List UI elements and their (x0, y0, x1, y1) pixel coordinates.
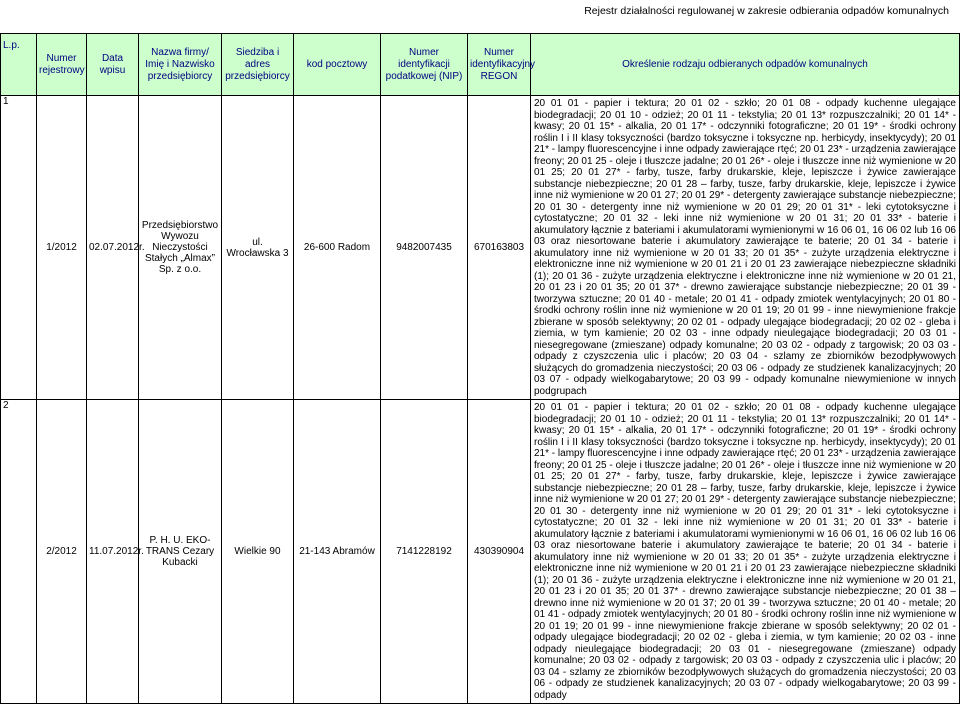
row-address: Wielkie 90 (222, 400, 294, 704)
row-regon: 430390904 (468, 400, 531, 704)
header-lp: L.p. (1, 34, 37, 96)
row-postal-code: 21-143 Abramów (294, 400, 381, 704)
row-registration-number: 2/2012 (37, 400, 87, 704)
row-regon: 670163803 (468, 96, 531, 400)
register-table (0, 33, 960, 704)
table-row (1, 400, 960, 704)
row-entry-date: 02.07.2012r. (87, 96, 139, 400)
page-header: Rejestr działalności regulowanej w zakresie odbierania odpadów komunalnych (584, 5, 949, 17)
header-row (1, 34, 960, 96)
header-company-name: Nazwa firmy/ Imię i Nazwisko przedsiębiorcy (139, 34, 222, 96)
row-registration-number: 1/2012 (37, 96, 87, 400)
row-lp: 2 (1, 400, 37, 704)
header-address: Siedziba i adres przedsiębiorcy (222, 34, 294, 96)
header-waste-description: Określenie rodzaju odbieranych odpadów komunalnych (531, 34, 960, 96)
header-nip: Numer identyfikacji podatkowej (NIP) (381, 34, 468, 96)
row-waste-description: 20 01 01 - papier i tektura; 20 01 02 - szkło; 20 01 08 - odpady kuchenne ulegające biodegradacji; 20 01 10 - odzież; 20 01 11 - tekstylia; 20 01 13* rozpuszczalniki; 20 01 14* - kwasy; 20 01 15* - alkalia, 20 01 17* - odczynniki fotograficzne; 20 01 19* - środki ochrony roślin I i II klasy toksyczności (bardzo toksyczne i toksyczne np. herbicydy, insektycydy); 20 01 21* - lampy fluorescencyjne i inne odpady zawierające rtęć; 20 01 23* - urządzenia zawierające freony; 20 01 25 - oleje i tłuszcze jadalne; 20 01 26* - oleje i tłuszcze inne niż wymienione w 20 01 25; 20 01 27* - farby, tusze, farby drukarskie, kleje, lepiszcze i żywice zawierające substancje niebezpieczne; 20 01 28 – farby, tusze, farby drukarskie, kleje, lepiszcze i żywice inne niż wymienione w 20 01 27; 20 01 29* - detergenty zawierające substancje niebezpieczne; 20 01 30 - detergenty inne niż wymienione w 20 01 29; 20 01 31* - leki cytotoksyczne i cytostatyczne; 20 01 32 - leki inne niż wymienione w 20 01 31; 20 01 33* - baterie i akumulatory łącznie z bateriami i akumulatorami wymienionymi w 16 06 01, 16 06 02 lub 16 06 03 oraz niesortowane baterie i akumulatory zawierające te baterie; 20 01 34 - baterie i akumulatory inne niż wymienione w 20 01 33; 20 01 35* - zużyte urządzenia elektryczne i elektroniczne inne niż wymienione w 20 01 21 i 20 01 23 zawierające niebezpieczne składniki (1); 20 01 36 - zużyte urządzenia elektryczne i elektroniczne inne niż wymienione w 20 01 21, 20 01 23 i 20 01 35; 20 01 37* - drewno zawierające substancje niebezpieczne; 20 01 38 – drewno inne niż wymienione w 20 01 37; 20 01 39 - tworzywa sztuczne; 20 01 40 - metale; 20 01 41 - odpady zmiotek wentylacyjnych; 20 01 80 - środki ochrony roślin inne niż wymienione w 20 01 19; 20 01 99 - inne niewymienione frakcje zbierane w sposób selektywny; 20 02 01 - odpady ulegające biodegradacji; 20 02 02 - gleba i ziemia, w tym kamienie; 20 02 03 - inne odpady nieulegające biodegradacji; 20 03 01 - niesegregowane (zmieszane) odpady komunalne; 20 03 02 - odpady z targowisk; 20 03 03 - odpady z czyszczenia ulic i placów; 20 03 04 - szlamy ze zbiorników bezodpływowych służących do gromadzenia nieczystości; 20 03 06 - odpady ze studzienek kanalizacyjnych; 20 03 07 - odpady wielkogabarytowe; 20 03 99 - odpady (531, 400, 960, 704)
header-entry-date: Data wpisu (87, 34, 139, 96)
row-nip: 7141228192 (381, 400, 468, 704)
row-postal-code: 26-600 Radom (294, 96, 381, 400)
row-address: ul. Wrocławska 3 (222, 96, 294, 400)
row-entry-date: 11.07.2012r. (87, 400, 139, 704)
row-nip: 9482007435 (381, 96, 468, 400)
row-company-name: Przedsiębiorstwo Wywozu Nieczystości Stałych „Almax” Sp. z o.o. (139, 96, 222, 400)
header-regon: Numer identyfikacyjny REGON (468, 34, 531, 96)
row-company-name: P. H. U. EKO-TRANS Cezary Kubacki (139, 400, 222, 704)
table-row (1, 96, 960, 400)
row-waste-description: 20 01 01 - papier i tektura; 20 01 02 - szkło; 20 01 08 - odpady kuchenne ulegające biodegradacji; 20 01 10 - odzież; 20 01 11 - tekstylia; 20 01 13* rozpuszczalniki; 20 01 14* - kwasy; 20 01 15* - alkalia, 20 01 17* - odczynniki fotograficzne; 20 01 19* - środki ochrony roślin I i II klasy toksyczności (bardzo toksyczne i toksyczne np. herbicydy, insektycydy); 20 01 21* - lampy fluorescencyjne i inne odpady zawierające rtęć; 20 01 23* - urządzenia zawierające freony; 20 01 25 - oleje i tłuszcze jadalne; 20 01 26* - oleje i tłuszcze inne niż wymienione w 20 01 25; 20 01 27* - farby, tusze, farby drukarskie, kleje, lepiszcze i żywice zawierające substancje niebezpieczne; 20 01 28 – farby, tusze, farby drukarskie, kleje, lepiszcze i żywice inne niż wymienione w 20 01 27; 20 01 29* - detergenty zawierające substancje niebezpieczne; 20 01 30 - detergenty inne niż wymienione w 20 01 29; 20 01 31* - leki cytotoksyczne i cytostatyczne; 20 01 32 - leki inne niż wymienione w 20 01 31; 20 01 33* - baterie i akumulatory łącznie z bateriami i akumulatorami wymienionymi w 16 06 01, 16 06 02 lub 16 06 03 oraz niesortowane baterie i akumulatory zawierające te baterie; 20 01 34 - baterie i akumulatory inne niż wymienione w 20 01 33; 20 01 35* - zużyte urządzenia elektryczne i elektroniczne inne niż wymienione w 20 01 21 i 20 01 23 zawierające niebezpieczne składniki (1); 20 01 36 - zużyte urządzenia elektryczne i elektroniczne inne niż wymienione w 20 01 21, 20 01 23 i 20 01 35; 20 01 37* - drewno zawierające substancje niebezpieczne; 20 01 39 - tworzywa sztuczne; 20 01 40 - metale; 20 01 41 - odpady zmiotek wentylacyjnych; 20 01 80 - środki ochrony roślin inne niż wymienione w 20 01 19; 20 01 99 - inne niewymienione frakcje zbierane w sposób selektywny; 20 02 01 - odpady ulegające biodegradacji; 20 02 02 - gleba i ziemia, w tym kamienie; 20 02 03 - inne odpady nieulegające biodegradacji; 20 03 01 - niesegregowane (zmieszane) odpady komunalne; 20 03 02 - odpady z targowisk; 20 03 03 - odpady z czyszczenia ulic i placów; 20 03 04 - szlamy ze zbiorników bezodpływowych służących do gromadzenia nieczystości; 20 03 06 - odpady ze studzienek kanalizacyjnych; 20 03 07 - odpady wielkogabarytowe; 20 03 99 - odpady komunalne niewymienione w innych podgrupach (531, 96, 960, 400)
header-registration-number: Numer rejestrowy (37, 34, 87, 96)
header-postal-code: kod pocztowy (294, 34, 381, 96)
row-lp: 1 (1, 96, 37, 400)
